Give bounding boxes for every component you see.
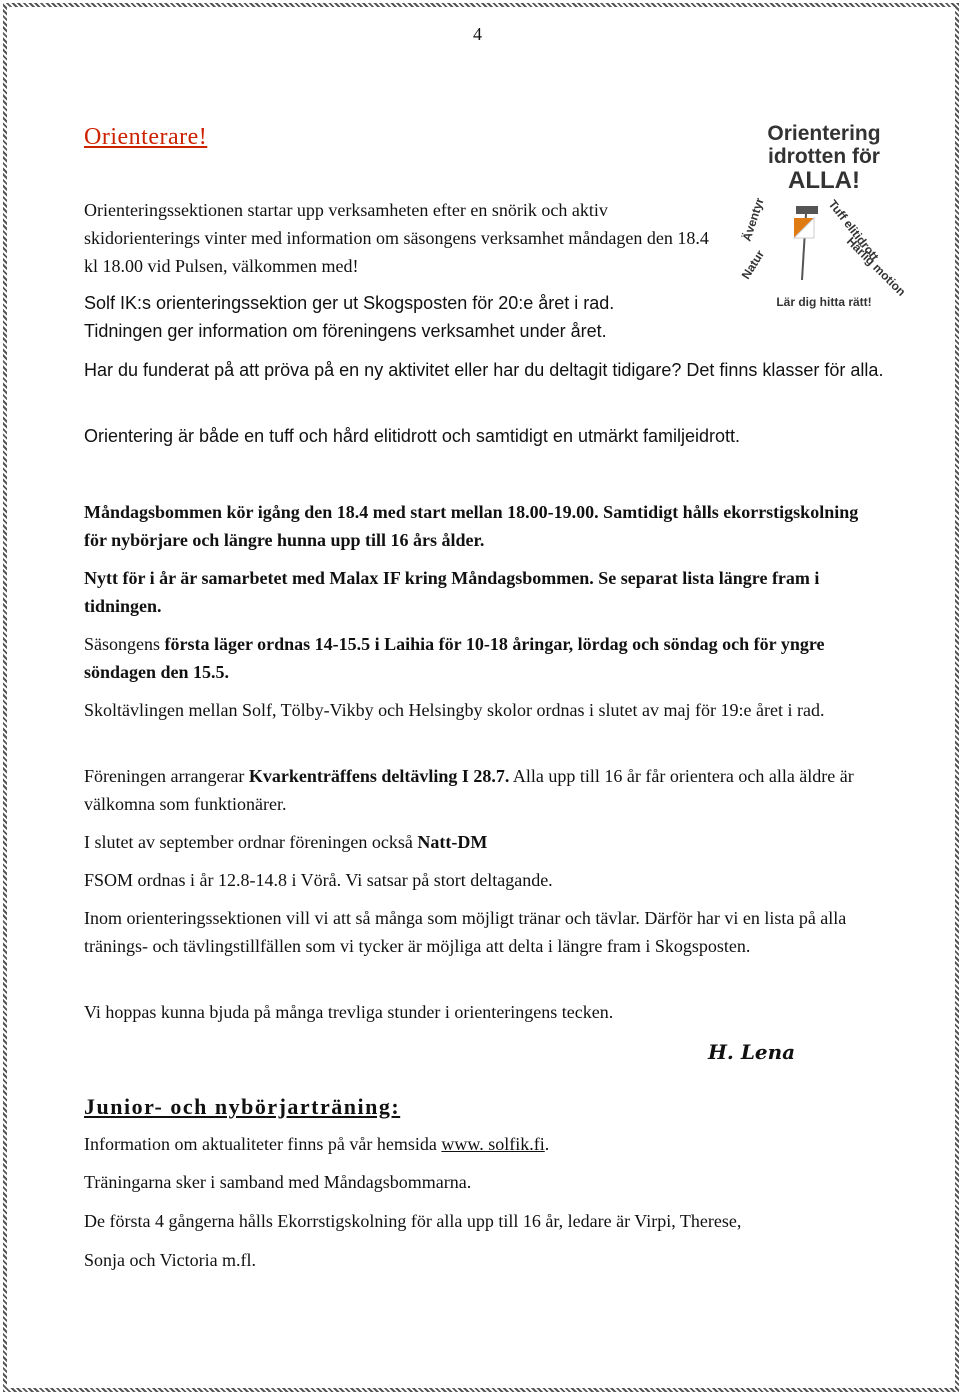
- page-title: Orienterare!: [84, 124, 208, 150]
- signature: H. Lena: [708, 1040, 796, 1064]
- logo-line3: ALLA!: [788, 167, 860, 194]
- bold-paragraph-3-bold: första läger ordnas 14-15.5 i Laihia för 10-18 åringar, lördag och söndag och för yngre söndagen den 15.5.: [84, 634, 825, 682]
- body-paragraph-8: FSOM ordnas i år 12.8-14.8 i Vörå. Vi satsar på stort deltagande.: [84, 870, 553, 890]
- body-paragraph-7-a: I slutet av september ordnar föreningen också: [84, 832, 418, 852]
- bold-paragraph-3: [84, 630, 884, 686]
- body-paragraph-5: Skoltävlingen mellan Solf, Tölby-Vikby och Helsingby skolor ordnas i slutet av maj för 19:e året i rad.: [84, 700, 825, 720]
- logo-line1: Orientering: [767, 122, 881, 145]
- intro-paragraph-2a: Solf IK:s orienteringssektion ger ut Skogsposten för 20:e året i rad.: [84, 293, 615, 313]
- logo-word-natur: Natur: [738, 247, 768, 282]
- website-link[interactable]: www. solfik.fi: [441, 1134, 545, 1154]
- junior-paragraph-1-a: Information om aktualiteter finns på vår hemsida: [84, 1134, 442, 1154]
- junior-heading: Junior- och nybörjarträning:: [84, 1094, 401, 1119]
- body-paragraph-6: [84, 762, 884, 818]
- bold-paragraph-2: Nytt för i år är samarbetet med Malax IF kring Måndagsbommen. Se separat lista längre fram i tidningen.: [84, 568, 820, 616]
- bold-paragraph-3-plain: Säsongens: [84, 634, 165, 654]
- junior-paragraph-3: De första 4 gångerna hålls Ekorrstigskolning för alla upp till 16 år, ledare är Virpi, Therese,: [84, 1211, 742, 1231]
- page-number: 4: [473, 24, 482, 44]
- intro-paragraph-1: Orienteringssektionen startar upp verksamheten efter en snörik och aktiv skidorienterings vinter med information om säsongens verksamhet måndagen den 18.4 kl 18.00 vid Pulsen, välkommen med!: [84, 200, 709, 276]
- logo-tagline: Lär dig hitta rätt!: [776, 295, 872, 309]
- body-paragraph-10: Vi hoppas kunna bjuda på många trevliga stunder i orienteringens tecken.: [84, 1002, 614, 1022]
- junior-paragraph-1-b: .: [544, 1134, 550, 1154]
- body-paragraph-7-b: Natt-DM: [417, 832, 488, 852]
- body-paragraph-6-b: Kvarkenträffens deltävling I 28.7.: [248, 766, 510, 786]
- bold-paragraph-1: Måndagsbommen kör igång den 18.4 med start mellan 18.00-19.00. Samtidigt hålls ekorrstigskolning för nybörjare och längre hunna upp till 16 års ålder.: [84, 502, 859, 550]
- body-paragraph-9: Inom orienteringssektionen vill vi att så många som möjligt tränar och tävlar. Därför har vi en lista på alla tränings- och tävlingstillfällen som vi tycker är möjliga att delta i längre fram i Skogsposten.: [84, 908, 847, 956]
- junior-paragraph-1: [84, 1130, 884, 1158]
- intro-paragraph-4: Orientering är både en tuff och hård elitidrott och samtidigt en utmärkt familjeidrott.: [84, 426, 740, 446]
- junior-paragraph-4: Sonja och Victoria m.fl.: [84, 1250, 257, 1270]
- logo-line2: idrotten för: [768, 145, 880, 168]
- body-paragraph-6-c: Alla upp till 16 år får orientera och alla äldre är välkomna som funktionärer.: [84, 766, 854, 814]
- body-paragraph-6-a: Föreningen arrangerar: [84, 766, 249, 786]
- orientering-logo: [728, 110, 924, 316]
- logo-word-motion: Härlig motion: [843, 234, 909, 299]
- intro-paragraph-2b: Tidningen ger information om föreningens verksamhet under året.: [84, 321, 607, 341]
- logo-word-tuff: Tuff elitidrott: [825, 197, 882, 264]
- body-paragraph-7: [84, 828, 884, 856]
- junior-paragraph-2: Träningarna sker i samband med Måndagsbommarna.: [84, 1172, 472, 1192]
- logo-word-aventyr: Äventyr: [739, 196, 767, 243]
- intro-paragraph-3: Har du funderat på att pröva på en ny aktivitet eller har du deltagit tidigare? Det finns klasser för alla.: [84, 360, 884, 380]
